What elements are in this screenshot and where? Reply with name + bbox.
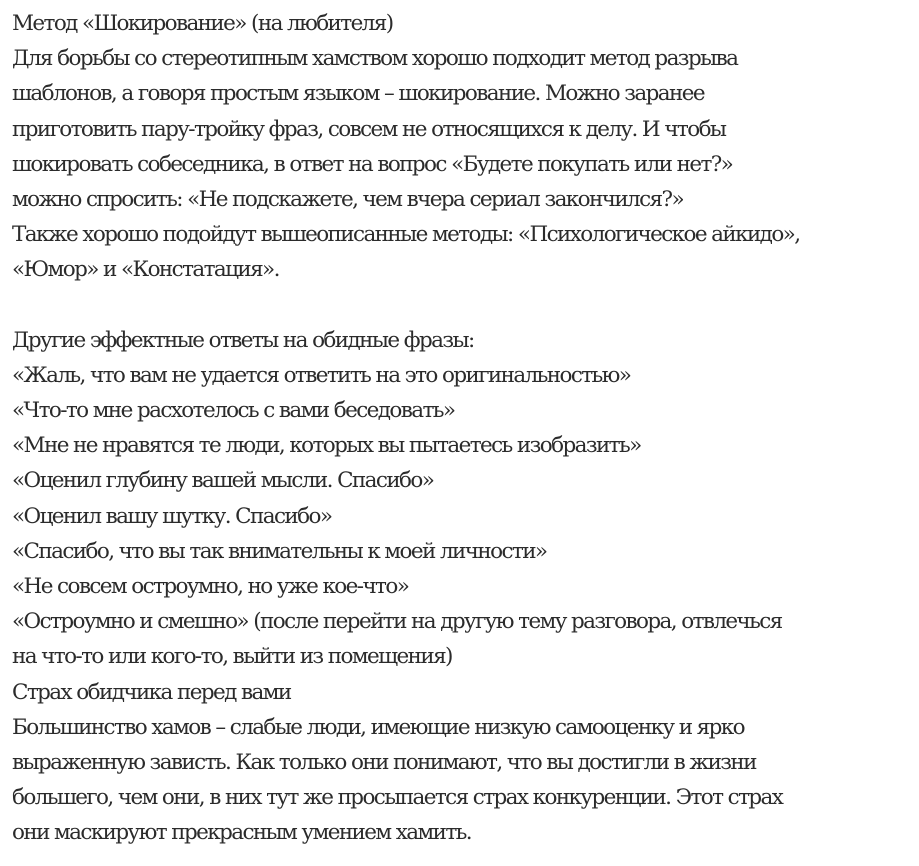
paragraph-line: выраженную зависть. Как только они понимают, что вы достигли в жизни: [12, 749, 756, 775]
phrase-item: «Жаль, что вам не удается ответить на это оригинальностью»: [12, 362, 631, 388]
paragraph-line: «Юмор» и «Констатация».: [12, 257, 279, 283]
paragraph-line: Большинство хамов – слабые люди, имеющие низкую самооценку и ярко: [12, 714, 744, 740]
paragraph-line: шокировать собеседника, в ответ на вопрос «Будете покупать или нет?»: [12, 151, 733, 177]
phrase-item: «Спасибо, что вы так внимательны к моей личности»: [12, 538, 547, 564]
paragraph-line: приготовить пару-тройку фраз, совсем не относящихся к делу. И чтобы: [12, 116, 726, 142]
phrase-item: «Что-то мне расхотелось с вами беседовать»: [12, 398, 455, 424]
phrase-item: «Остроумно и смешно» (после перейти на другую тему разговора, отвлечься: [12, 609, 782, 635]
paragraph-line: большего, чем они, в них тут же просыпается страх конкуренции. Этот страх: [12, 785, 783, 811]
section-title-offender-fear: Страх обидчика перед вами: [12, 679, 291, 705]
paragraph-line: шаблонов, а говоря простым языком – шокирование. Можно заранее: [12, 81, 704, 107]
paragraph-line: можно спросить: «Не подскажете, чем вчера сериал закончился?»: [12, 186, 684, 212]
paragraph-line: Также хорошо подойдут вышеописанные методы: «Психологическое айкидо»,: [12, 222, 800, 248]
phrase-item-continuation: на что-то или кого-то, выйти из помещения): [12, 644, 452, 670]
paragraph-line: они маскируют прекрасным умением хамить.: [12, 820, 471, 846]
paragraph-spacer: [12, 288, 919, 323]
section-title-shock-method: Метод «Шокирование» (на любителя): [12, 11, 393, 36]
phrase-item: «Не совсем остроумно, но уже кое-что»: [12, 574, 409, 599]
phrase-item: «Оценил вашу шутку. Спасибо»: [12, 503, 332, 529]
phrase-item: «Оценил глубину вашей мысли. Спасибо»: [12, 468, 434, 494]
phrase-item: «Мне не нравятся те люди, которых вы пытаетесь изобразить»: [12, 433, 641, 459]
section-title-effective-answers: Другие эффектные ответы на обидные фразы:: [12, 327, 474, 353]
paragraph-line: Для борьбы со стереотипным хамством хорошо подходит метод разрыва: [12, 46, 738, 72]
